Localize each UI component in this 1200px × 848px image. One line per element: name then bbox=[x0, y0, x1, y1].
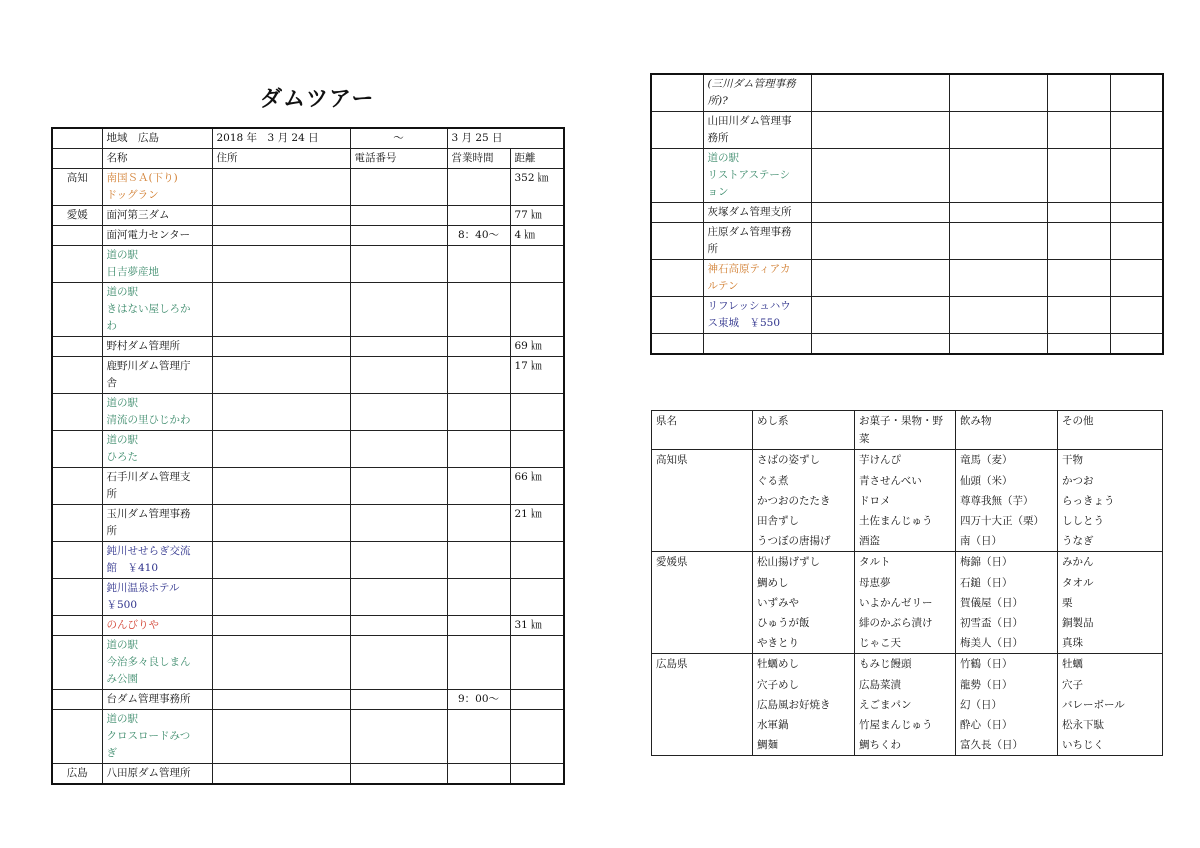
food-item: ドロメ bbox=[855, 491, 956, 511]
row-phone bbox=[350, 431, 447, 468]
row-place-name: 面河第三ダム bbox=[102, 206, 212, 226]
row-address bbox=[212, 636, 350, 690]
food-item: 土佐まんじゅう bbox=[855, 511, 956, 531]
food-item: さばの姿ずし bbox=[753, 450, 855, 471]
food-row bbox=[652, 450, 1163, 471]
row-distance bbox=[510, 764, 564, 785]
food-prefecture bbox=[652, 531, 753, 552]
food-prefecture: 愛媛県 bbox=[652, 552, 753, 573]
row-prefecture bbox=[52, 468, 102, 505]
row-phone bbox=[350, 636, 447, 690]
row-distance: 4 ㎞ bbox=[510, 226, 564, 246]
row-distance bbox=[510, 431, 564, 468]
food-item: いよかんゼリー bbox=[855, 593, 956, 613]
food-col-sweets: お菓子・果物・野菜 bbox=[855, 411, 956, 450]
food-item: 梅錦（日） bbox=[956, 552, 1058, 573]
row-phone bbox=[350, 283, 447, 337]
tour-row bbox=[52, 337, 564, 357]
row-place-name: 道の駅 清流の里ひじかわ bbox=[102, 394, 212, 431]
food-item: 穴子めし bbox=[753, 675, 855, 695]
row-hours bbox=[447, 169, 510, 206]
food-item: うつぼの唐揚げ bbox=[753, 531, 855, 552]
col-name: 名称 bbox=[102, 149, 212, 169]
food-item: 真珠 bbox=[1058, 633, 1163, 654]
row-prefecture bbox=[52, 542, 102, 579]
food-prefecture bbox=[652, 735, 753, 756]
row-cell bbox=[1047, 112, 1110, 149]
food-item: 鯛麺 bbox=[753, 735, 855, 756]
row-address bbox=[212, 468, 350, 505]
food-item: 広島菜漬 bbox=[855, 675, 956, 695]
row-place-name: リフレッシュハウ ス東城 ￥550 bbox=[703, 297, 811, 334]
row-prefecture: 愛媛 bbox=[52, 206, 102, 226]
food-item: 干物 bbox=[1058, 450, 1163, 471]
row-cell bbox=[811, 297, 949, 334]
food-item: 牡蠣めし bbox=[753, 654, 855, 675]
tour-row bbox=[52, 690, 564, 710]
food-col-other: その他 bbox=[1058, 411, 1163, 450]
tour-row bbox=[52, 636, 564, 690]
col-phone: 電話番号 bbox=[350, 149, 447, 169]
food-item: らっきょう bbox=[1058, 491, 1163, 511]
food-prefecture bbox=[652, 675, 753, 695]
row-cell bbox=[1110, 297, 1163, 334]
tour-row bbox=[651, 149, 1163, 203]
tour-row bbox=[651, 297, 1163, 334]
row-phone bbox=[350, 616, 447, 636]
food-row bbox=[652, 675, 1163, 695]
food-row bbox=[652, 573, 1163, 593]
food-row bbox=[652, 471, 1163, 491]
row-prefecture bbox=[651, 74, 703, 112]
tour-row bbox=[52, 206, 564, 226]
food-item: 牡蠣 bbox=[1058, 654, 1163, 675]
food-item: 石鎚（日） bbox=[956, 573, 1058, 593]
row-prefecture bbox=[651, 260, 703, 297]
food-item: 広島風お好焼き bbox=[753, 695, 855, 715]
date-tilde: ～ bbox=[350, 128, 447, 149]
food-row bbox=[652, 552, 1163, 573]
row-cell bbox=[811, 223, 949, 260]
row-prefecture bbox=[52, 337, 102, 357]
row-cell bbox=[811, 74, 949, 112]
food-prefecture bbox=[652, 593, 753, 613]
row-prefecture bbox=[651, 297, 703, 334]
col-hours: 営業時間 bbox=[447, 149, 510, 169]
food-item: 龍勢（日） bbox=[956, 675, 1058, 695]
dam-tour-table bbox=[51, 127, 565, 785]
row-distance: 31 ㎞ bbox=[510, 616, 564, 636]
row-cell bbox=[1110, 112, 1163, 149]
food-item: 酔心（日） bbox=[956, 715, 1058, 735]
row-distance bbox=[510, 246, 564, 283]
col-distance: 距離 bbox=[510, 149, 564, 169]
tour-row bbox=[651, 260, 1163, 297]
food-header-row bbox=[652, 411, 1163, 450]
tour-row bbox=[52, 246, 564, 283]
tour-row bbox=[651, 334, 1163, 355]
souvenir-food-table bbox=[651, 410, 1163, 756]
food-prefecture bbox=[652, 471, 753, 491]
row-cell bbox=[1110, 334, 1163, 355]
row-distance bbox=[510, 636, 564, 690]
tour-row bbox=[52, 394, 564, 431]
tour-row bbox=[52, 579, 564, 616]
row-address bbox=[212, 764, 350, 785]
food-prefecture bbox=[652, 613, 753, 633]
dam-tour-table-continued bbox=[650, 73, 1164, 355]
row-cell bbox=[1047, 297, 1110, 334]
food-item: 松山揚げずし bbox=[753, 552, 855, 573]
row-cell bbox=[811, 149, 949, 203]
row-cell bbox=[811, 203, 949, 223]
food-item: 穴子 bbox=[1058, 675, 1163, 695]
row-place-name: 神石高原ティアカ ルテン bbox=[703, 260, 811, 297]
food-prefecture: 広島県 bbox=[652, 654, 753, 675]
tour-row bbox=[52, 616, 564, 636]
row-cell bbox=[1047, 74, 1110, 112]
row-cell bbox=[949, 223, 1047, 260]
row-distance bbox=[510, 283, 564, 337]
food-prefecture bbox=[652, 695, 753, 715]
row-place-name: 台ダム管理事務所 bbox=[102, 690, 212, 710]
date-start: 2018 年 3 月 24 日 bbox=[212, 128, 350, 149]
row-place-name: のんびりや bbox=[102, 616, 212, 636]
row-hours bbox=[447, 337, 510, 357]
row-hours bbox=[447, 710, 510, 764]
row-prefecture bbox=[52, 710, 102, 764]
row-address bbox=[212, 542, 350, 579]
row-phone bbox=[350, 246, 447, 283]
row-cell bbox=[949, 74, 1047, 112]
row-prefecture bbox=[52, 636, 102, 690]
row-address bbox=[212, 690, 350, 710]
row-cell bbox=[1047, 223, 1110, 260]
row-cell bbox=[1047, 149, 1110, 203]
region-value: 広島 bbox=[138, 132, 159, 144]
row-distance: 66 ㎞ bbox=[510, 468, 564, 505]
food-item: 初雪盃（日） bbox=[956, 613, 1058, 633]
row-place-name: 面河電力センター bbox=[102, 226, 212, 246]
region-label: 地域 bbox=[106, 132, 128, 144]
row-place-name: 灰塚ダム管理支所 bbox=[703, 203, 811, 223]
row-prefecture bbox=[52, 226, 102, 246]
row-hours bbox=[447, 357, 510, 394]
row-place-name: 鈍川せせらぎ交流 館 ￥410 bbox=[102, 542, 212, 579]
row-distance bbox=[510, 690, 564, 710]
food-col-drinks: 飲み物 bbox=[956, 411, 1058, 450]
food-item: 緋のかぶら漬け bbox=[855, 613, 956, 633]
row-hours bbox=[447, 206, 510, 226]
food-col-meal: めし系 bbox=[753, 411, 855, 450]
row-address bbox=[212, 206, 350, 226]
row-address bbox=[212, 169, 350, 206]
food-item: 芋けんぴ bbox=[855, 450, 956, 471]
food-item: 青させんべい bbox=[855, 471, 956, 491]
row-hours bbox=[447, 468, 510, 505]
row-distance: 17 ㎞ bbox=[510, 357, 564, 394]
row-place-name bbox=[703, 334, 811, 355]
row-place-name: 八田原ダム管理所 bbox=[102, 764, 212, 785]
tour-row bbox=[52, 431, 564, 468]
row-hours bbox=[447, 394, 510, 431]
food-item: 酒盗 bbox=[855, 531, 956, 552]
tour-row bbox=[52, 542, 564, 579]
row-distance bbox=[510, 579, 564, 616]
food-row bbox=[652, 531, 1163, 552]
food-prefecture bbox=[652, 633, 753, 654]
row-place-name: 玉川ダム管理事務 所 bbox=[102, 505, 212, 542]
food-item: かつお bbox=[1058, 471, 1163, 491]
food-item: 鯛ちくわ bbox=[855, 735, 956, 756]
food-item: 竹屋まんじゅう bbox=[855, 715, 956, 735]
row-place-name: 石手川ダム管理支 所 bbox=[102, 468, 212, 505]
row-distance: 77 ㎞ bbox=[510, 206, 564, 226]
row-prefecture bbox=[651, 334, 703, 355]
row-cell bbox=[1110, 223, 1163, 260]
row-prefecture bbox=[651, 203, 703, 223]
row-cell bbox=[949, 112, 1047, 149]
row-phone bbox=[350, 542, 447, 579]
tour-row bbox=[52, 226, 564, 246]
row-phone bbox=[350, 169, 447, 206]
row-cell bbox=[949, 203, 1047, 223]
row-prefecture bbox=[52, 616, 102, 636]
food-item: タルト bbox=[855, 552, 956, 573]
row-cell bbox=[1110, 74, 1163, 112]
food-prefecture: 高知県 bbox=[652, 450, 753, 471]
row-cell bbox=[1110, 203, 1163, 223]
row-cell bbox=[1110, 260, 1163, 297]
header-row bbox=[52, 128, 564, 149]
column-header-row bbox=[52, 149, 564, 169]
food-item: 尊尊我無（芋） bbox=[956, 491, 1058, 511]
row-hours bbox=[447, 616, 510, 636]
tour-row bbox=[651, 203, 1163, 223]
food-item: じゃこ天 bbox=[855, 633, 956, 654]
row-cell bbox=[949, 149, 1047, 203]
food-item: やきとり bbox=[753, 633, 855, 654]
row-address bbox=[212, 431, 350, 468]
row-address bbox=[212, 394, 350, 431]
row-phone bbox=[350, 505, 447, 542]
row-cell bbox=[1047, 203, 1110, 223]
row-address bbox=[212, 710, 350, 764]
food-item: 賀儀屋（日） bbox=[956, 593, 1058, 613]
row-phone bbox=[350, 394, 447, 431]
row-prefecture bbox=[52, 246, 102, 283]
row-prefecture bbox=[651, 223, 703, 260]
row-distance: 69 ㎞ bbox=[510, 337, 564, 357]
tour-row bbox=[52, 169, 564, 206]
tour-row bbox=[52, 710, 564, 764]
row-hours bbox=[447, 505, 510, 542]
row-phone bbox=[350, 764, 447, 785]
row-hours: 8：40～ bbox=[447, 226, 510, 246]
tour-row bbox=[52, 764, 564, 785]
row-prefecture bbox=[52, 283, 102, 337]
food-item: 梅美人（日） bbox=[956, 633, 1058, 654]
row-address bbox=[212, 579, 350, 616]
row-prefecture bbox=[52, 690, 102, 710]
row-prefecture: 広島 bbox=[52, 764, 102, 785]
food-item: バレーボール bbox=[1058, 695, 1163, 715]
row-address bbox=[212, 246, 350, 283]
row-phone bbox=[350, 579, 447, 616]
row-cell bbox=[1047, 260, 1110, 297]
row-place-name: 山田川ダム管理事 務所 bbox=[703, 112, 811, 149]
food-item: みかん bbox=[1058, 552, 1163, 573]
row-prefecture bbox=[52, 394, 102, 431]
food-prefecture bbox=[652, 511, 753, 531]
food-prefecture bbox=[652, 715, 753, 735]
food-item: かつおのたたき bbox=[753, 491, 855, 511]
row-hours bbox=[447, 283, 510, 337]
tour-row bbox=[651, 112, 1163, 149]
row-address bbox=[212, 616, 350, 636]
food-item: いちじく bbox=[1058, 735, 1163, 756]
food-item: タオル bbox=[1058, 573, 1163, 593]
row-place-name: 鹿野川ダム管理庁 舎 bbox=[102, 357, 212, 394]
row-hours bbox=[447, 431, 510, 468]
food-item: ぐる煮 bbox=[753, 471, 855, 491]
row-phone bbox=[350, 468, 447, 505]
row-cell bbox=[811, 112, 949, 149]
row-address bbox=[212, 283, 350, 337]
row-phone bbox=[350, 710, 447, 764]
food-item: 幻（日） bbox=[956, 695, 1058, 715]
row-place-name: 道の駅 クロスロードみつ ぎ bbox=[102, 710, 212, 764]
row-cell bbox=[949, 334, 1047, 355]
date-end: 3 月 25 日 bbox=[447, 128, 564, 149]
row-hours: 9：00～ bbox=[447, 690, 510, 710]
row-address bbox=[212, 357, 350, 394]
food-item: 南（日） bbox=[956, 531, 1058, 552]
tour-row bbox=[52, 468, 564, 505]
food-row bbox=[652, 613, 1163, 633]
food-item: うなぎ bbox=[1058, 531, 1163, 552]
row-cell bbox=[949, 297, 1047, 334]
row-hours bbox=[447, 636, 510, 690]
col-address: 住所 bbox=[212, 149, 350, 169]
food-item: 四万十大正（栗） bbox=[956, 511, 1058, 531]
food-item: 田舎ずし bbox=[753, 511, 855, 531]
food-row bbox=[652, 491, 1163, 511]
row-place-name: 鈍川温泉ホテル ￥500 bbox=[102, 579, 212, 616]
row-prefecture bbox=[52, 431, 102, 468]
food-item: 竹鶴（日） bbox=[956, 654, 1058, 675]
food-row bbox=[652, 511, 1163, 531]
row-distance bbox=[510, 394, 564, 431]
food-item: 竜馬（麦） bbox=[956, 450, 1058, 471]
row-place-name: 道の駅 ひろた bbox=[102, 431, 212, 468]
tour-row bbox=[52, 505, 564, 542]
food-prefecture bbox=[652, 491, 753, 511]
row-cell bbox=[949, 260, 1047, 297]
row-phone bbox=[350, 206, 447, 226]
food-item: もみじ饅頭 bbox=[855, 654, 956, 675]
row-cell bbox=[811, 260, 949, 297]
tour-row bbox=[52, 357, 564, 394]
row-place-name: 道の駅 きはない屋しろか わ bbox=[102, 283, 212, 337]
food-item: 松永下駄 bbox=[1058, 715, 1163, 735]
tour-row bbox=[651, 223, 1163, 260]
food-item: 銅製品 bbox=[1058, 613, 1163, 633]
food-row bbox=[652, 593, 1163, 613]
row-place-name: 南国ＳＡ(下り) ドッグラン bbox=[102, 169, 212, 206]
row-prefecture bbox=[651, 112, 703, 149]
row-phone bbox=[350, 690, 447, 710]
row-phone bbox=[350, 337, 447, 357]
row-hours bbox=[447, 579, 510, 616]
food-row bbox=[652, 654, 1163, 675]
row-distance bbox=[510, 542, 564, 579]
row-prefecture: 高知 bbox=[52, 169, 102, 206]
food-row bbox=[652, 715, 1163, 735]
row-distance: 352 ㎞ bbox=[510, 169, 564, 206]
row-hours bbox=[447, 764, 510, 785]
row-distance: 21 ㎞ bbox=[510, 505, 564, 542]
row-cell bbox=[811, 334, 949, 355]
row-place-name: 道の駅 リストアステーシ ョン bbox=[703, 149, 811, 203]
row-place-name: (三川ダム管理事務 所)? bbox=[703, 74, 811, 112]
row-address bbox=[212, 505, 350, 542]
food-prefecture bbox=[652, 573, 753, 593]
row-cell bbox=[1047, 334, 1110, 355]
food-col-pref: 県名 bbox=[652, 411, 753, 450]
food-item: 水軍鍋 bbox=[753, 715, 855, 735]
food-item: えごまパン bbox=[855, 695, 956, 715]
row-cell bbox=[1110, 149, 1163, 203]
food-item: 栗 bbox=[1058, 593, 1163, 613]
food-item: 仙頭（米） bbox=[956, 471, 1058, 491]
row-hours bbox=[447, 542, 510, 579]
food-row bbox=[652, 633, 1163, 654]
row-hours bbox=[447, 246, 510, 283]
tour-row bbox=[651, 74, 1163, 112]
row-place-name: 道の駅 今治多々良しまん み公園 bbox=[102, 636, 212, 690]
row-phone bbox=[350, 226, 447, 246]
row-place-name: 庄原ダム管理事務 所 bbox=[703, 223, 811, 260]
food-item: 富久長（日） bbox=[956, 735, 1058, 756]
row-address bbox=[212, 337, 350, 357]
row-address bbox=[212, 226, 350, 246]
food-row bbox=[652, 695, 1163, 715]
row-prefecture bbox=[52, 579, 102, 616]
row-distance bbox=[510, 710, 564, 764]
food-item: いずみや bbox=[753, 593, 855, 613]
page-title: ダムツアー bbox=[260, 87, 375, 112]
food-row bbox=[652, 735, 1163, 756]
food-item: ひゅうが飯 bbox=[753, 613, 855, 633]
food-item: 母恵夢 bbox=[855, 573, 956, 593]
food-item: ししとう bbox=[1058, 511, 1163, 531]
tour-row bbox=[52, 283, 564, 337]
row-phone bbox=[350, 357, 447, 394]
row-prefecture bbox=[52, 357, 102, 394]
row-prefecture bbox=[52, 505, 102, 542]
food-item: 鯛めし bbox=[753, 573, 855, 593]
row-place-name: 道の駅 日吉夢産地 bbox=[102, 246, 212, 283]
row-prefecture bbox=[651, 149, 703, 203]
row-place-name: 野村ダム管理所 bbox=[102, 337, 212, 357]
